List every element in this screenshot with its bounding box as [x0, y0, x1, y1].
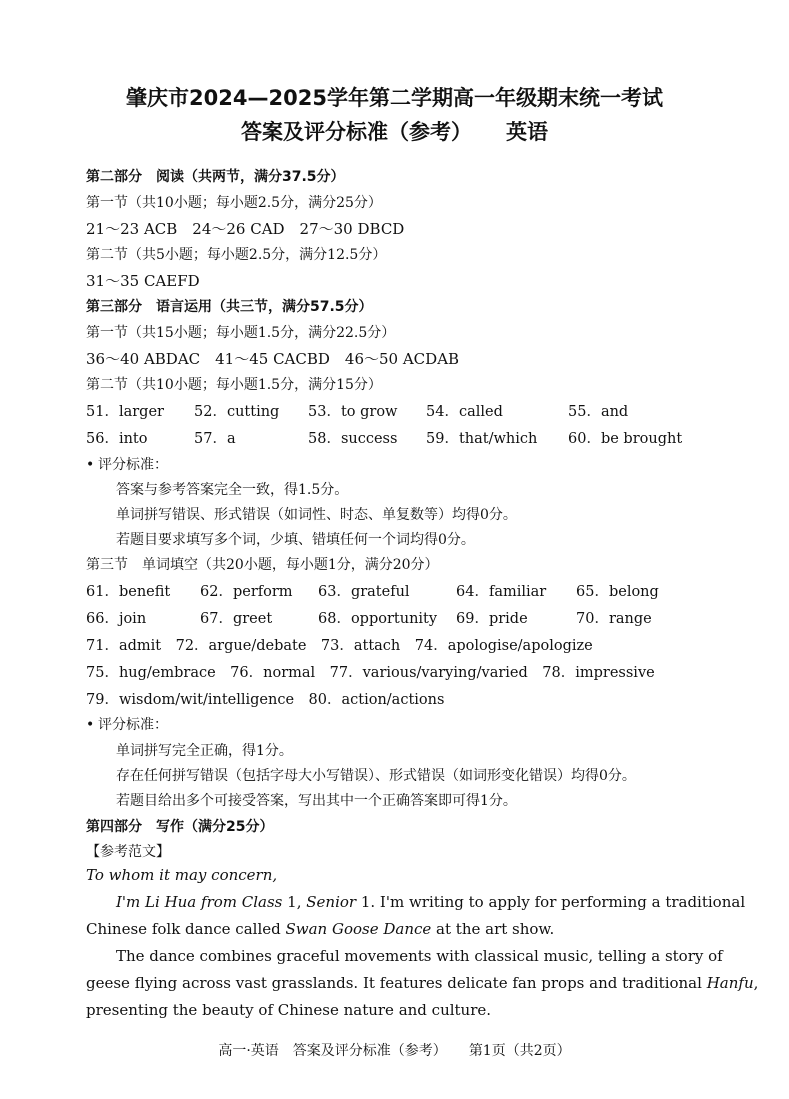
- essay-p2-line2: geese flying across vast grasslands. It features delicate fan props and traditional Hanfu,: [86, 974, 759, 992]
- essay-p1-line1: I'm Li Hua from Class 1, Senior 1. I'm writing to apply for performing a traditional: [116, 893, 746, 911]
- part3-heading: 第三部分 语言运用（共三节，满分57.5分）: [86, 299, 373, 315]
- section2-criteria-1: 答案与参考答案完全一致，得1.5分。: [116, 482, 349, 498]
- bullet-icon: •: [86, 457, 95, 473]
- part2-section2-heading: 第二节（共5小题；每小题2.5分，满分12.5分）: [86, 247, 387, 263]
- answer-69: 69．pride: [456, 611, 528, 627]
- answer-66: 66．join: [86, 611, 147, 627]
- page-number: 第1页（共2页）: [468, 1043, 571, 1059]
- answer-row-75-78: 75．hug/embrace 76．normal 77．various/varying/varied 78．impressive: [86, 665, 655, 681]
- part2-section1-answers: 21～23 ACB 24～26 CAD 27～30 DBCD: [86, 220, 405, 238]
- answer-63: 63．grateful: [318, 584, 410, 600]
- essay-p1-line2: Chinese folk dance called Swan Goose Dance at the art show.: [86, 920, 555, 938]
- bullet-icon: •: [86, 717, 95, 733]
- essay-p2-line1: The dance combines graceful movements with classical music, telling a story of: [116, 947, 723, 965]
- answer-60: 60．be brought: [568, 431, 683, 447]
- subtitle-subject: 英语: [506, 120, 548, 144]
- part2-heading: 第二部分 阅读（共两节，满分37.5分）: [86, 169, 345, 185]
- answer-59: 59．that/which: [426, 431, 538, 447]
- exam-subtitle: [0, 116, 789, 146]
- answer-67: 67．greet: [200, 611, 273, 627]
- section2-criteria-title: • 评分标准：: [86, 457, 168, 473]
- section2-criteria-3: 若题目要求填写多个词，少填、错填任何一个词均得0分。: [116, 532, 475, 548]
- footer-subject: 高一·英语 答案及评分标准（参考）: [218, 1043, 447, 1059]
- part2-section1-heading: 第一节（共10小题；每小题2.5分，满分25分）: [86, 195, 382, 211]
- answer-70: 70．range: [576, 611, 652, 627]
- section3-criteria-title: • 评分标准：: [86, 717, 168, 733]
- essay-salutation: To whom it may concern,: [86, 866, 278, 884]
- answer-58: 58．success: [308, 431, 398, 447]
- answer-row-79-80: 79．wisdom/wit/intelligence 80．action/actions: [86, 692, 445, 708]
- essay-p2-line3: presenting the beauty of Chinese nature and culture.: [86, 1001, 492, 1019]
- answer-54: 54．called: [426, 404, 503, 420]
- part3-section1-answers: 36～40 ABDAC 41～45 CACBD 46～50 ACDAB: [86, 350, 460, 368]
- answer-65: 65．belong: [576, 584, 659, 600]
- exam-title: 肇庆市2024—2025学年第二学期高一年级期末统一考试: [126, 86, 663, 110]
- answer-68: 68．opportunity: [318, 611, 438, 627]
- answer-row-71-74: 71．admit 72．argue/debate 73．attach 74．apologise/apologize: [86, 638, 593, 654]
- part2-section2-answers: 31～35 CAEFD: [86, 272, 200, 290]
- reference-essay-label: 【参考范文】: [86, 844, 170, 860]
- answer-61: 61．benefit: [86, 584, 171, 600]
- answer-64: 64．familiar: [456, 584, 547, 600]
- section3-criteria-2: 存在任何拼写错误（包括字母大小写错误）、形式错误（如词形变化错误）均得0分。: [116, 768, 636, 784]
- answer-53: 53．to grow: [308, 404, 398, 420]
- part3-section2-heading: 第二节（共10小题；每小题1.5分，满分15分）: [86, 377, 382, 393]
- part3-section3-heading: 第三节 单词填空（共20小题，每小题1分，满分20分）: [86, 557, 439, 573]
- answer-51: 51．larger: [86, 404, 164, 420]
- section3-criteria-3: 若题目给出多个可接受答案，写出其中一个正确答案即可得1分。: [116, 793, 517, 809]
- answer-56: 56．into: [86, 431, 148, 447]
- answer-57: 57．a: [194, 431, 236, 447]
- page-footer: [0, 1040, 789, 1060]
- answer-62: 62．perform: [200, 584, 293, 600]
- part4-heading: 第四部分 写作（满分25分）: [86, 819, 274, 835]
- subtitle-answer-key: 答案及评分标准（参考）: [241, 120, 472, 144]
- answer-55: 55．and: [568, 404, 629, 420]
- section2-criteria-2: 单词拼写错误、形式错误（如词性、时态、单复数等）均得0分。: [116, 507, 517, 523]
- part3-section1-heading: 第一节（共15小题；每小题1.5分，满分22.5分）: [86, 325, 396, 341]
- section3-criteria-1: 单词拼写完全正确，得1分。: [116, 743, 293, 759]
- answer-52: 52．cutting: [194, 404, 280, 420]
